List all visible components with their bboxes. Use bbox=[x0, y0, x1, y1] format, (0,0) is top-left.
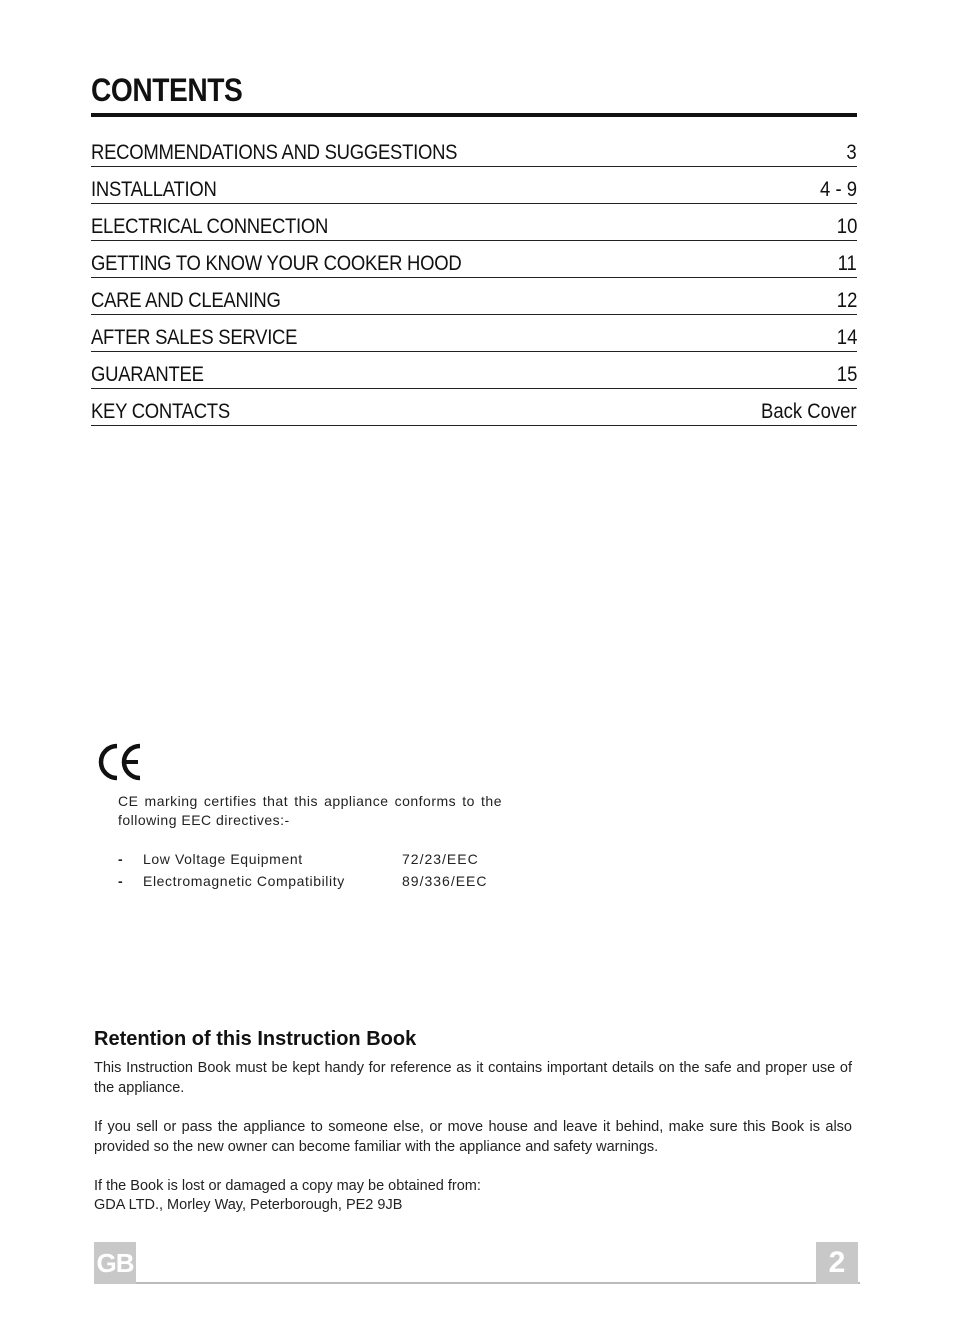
retention-heading: Retention of this Instruction Book bbox=[94, 1028, 417, 1050]
directive-name: Electromagnetic Compatibility bbox=[143, 873, 345, 889]
toc-row bbox=[91, 130, 857, 167]
toc-row bbox=[91, 167, 857, 204]
toc-page: 4 - 9 bbox=[820, 178, 857, 201]
toc-row bbox=[91, 352, 857, 389]
toc-label: ELECTRICAL CONNECTION bbox=[91, 215, 329, 238]
toc-label: GETTING TO KNOW YOUR COOKER HOOD bbox=[91, 252, 462, 275]
directive-code: 72/23/EEC bbox=[402, 851, 479, 867]
toc-page: 15 bbox=[836, 363, 857, 386]
toc-page: 3 bbox=[846, 141, 857, 164]
toc-row bbox=[91, 241, 857, 278]
directive-bullet: - bbox=[118, 873, 124, 889]
toc-label: INSTALLATION bbox=[91, 178, 217, 201]
table-of-contents bbox=[91, 130, 857, 426]
toc-row bbox=[91, 278, 857, 315]
directive-code: 89/336/EEC bbox=[402, 873, 488, 889]
toc-label: RECOMMENDATIONS AND SUGGESTIONS bbox=[91, 141, 458, 164]
ce-mark-icon bbox=[98, 742, 146, 782]
toc-label: KEY CONTACTS bbox=[91, 400, 230, 423]
ce-statement: CE marking certifies that this appliance conforms to the following EEC directives:- bbox=[118, 793, 502, 828]
toc-label: CARE AND CLEANING bbox=[91, 289, 281, 312]
title-rule bbox=[91, 113, 857, 117]
retention-paragraph: If you sell or pass the appliance to someone else, or move house and leave it behind, make sure this Book is also provided so the new owner can become familiar with the appliance and safety warnings. bbox=[94, 1119, 852, 1155]
toc-page: Back Cover bbox=[761, 400, 857, 423]
toc-page: 11 bbox=[837, 252, 857, 275]
page-title: CONTENTS bbox=[91, 72, 243, 108]
retention-paragraph: If the Book is lost or damaged a copy may be obtained from: bbox=[94, 1178, 481, 1194]
directive-name: Low Voltage Equipment bbox=[143, 851, 303, 867]
page-number: 2 bbox=[816, 1242, 858, 1284]
footer-rule bbox=[94, 1282, 860, 1284]
language-badge: GB bbox=[94, 1242, 136, 1284]
toc-row bbox=[91, 315, 857, 352]
toc-row bbox=[91, 204, 857, 241]
directive-bullet: - bbox=[118, 851, 124, 867]
toc-page: 14 bbox=[836, 326, 857, 349]
retention-address: GDA LTD., Morley Way, Peterborough, PE2 9JB bbox=[94, 1197, 403, 1213]
toc-row bbox=[91, 389, 857, 426]
toc-page: 12 bbox=[836, 289, 857, 312]
retention-paragraph: This Instruction Book must be kept handy for reference as it contains important details on the safe and proper use of the appliance. bbox=[94, 1060, 852, 1096]
toc-label: AFTER SALES SERVICE bbox=[91, 326, 298, 349]
toc-page: 10 bbox=[836, 215, 857, 238]
toc-label: GUARANTEE bbox=[91, 363, 204, 386]
